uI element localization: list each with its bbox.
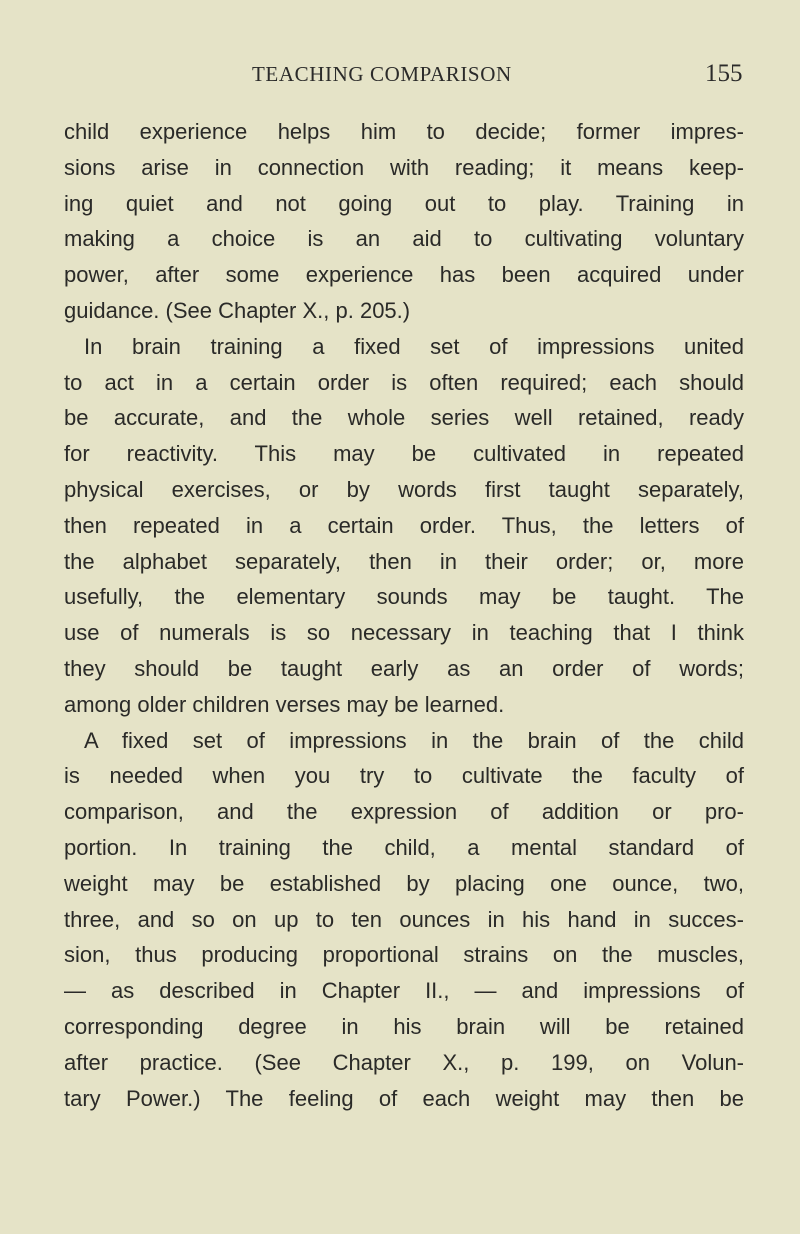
text-line: power, after some experience has been acquired under — [64, 262, 744, 288]
text-line: comparison, and the expression of addition or pro- — [64, 799, 744, 825]
text-line: be accurate, and the whole series well retained, ready — [64, 405, 744, 431]
text-line: the alphabet separately, then in their order; or, more — [64, 548, 744, 574]
text-line: — as described in Chapter II., — and impressions of — [64, 978, 744, 1004]
text-line: corresponding degree in his brain will be retained — [64, 1013, 744, 1039]
text-line: usefully, the elementary sounds may be taught. The — [64, 584, 744, 610]
running-head-title: TEACHING COMPARISON — [252, 62, 512, 86]
text-line: use of numerals is so necessary in teaching that I think — [64, 620, 744, 646]
text-line: sion, thus producing proportional strains on the muscles, — [64, 942, 744, 968]
paragraph-start-line: A fixed set of impressions in the brain of the child — [84, 727, 744, 753]
text-line: among older children verses may be learned. — [64, 691, 505, 717]
text-line: they should be taught early as an order of words; — [64, 655, 744, 681]
text-line: weight may be established by placing one ounce, two, — [64, 870, 744, 896]
text-line: tary Power.) The feeling of each weight may then be — [64, 1085, 744, 1111]
text-line: sions arise in connection with reading; it means keep- — [64, 154, 744, 180]
text-line: after practice. (See Chapter X., p. 199, on Volun- — [64, 1049, 744, 1075]
text-line: to act in a certain order is often required; each should — [64, 369, 744, 395]
text-line: for reactivity. This may be cultivated in repeated — [64, 441, 744, 467]
text-line: portion. In training the child, a mental standard of — [64, 834, 744, 860]
running-head — [0, 62, 800, 92]
body-text — [64, 114, 744, 1116]
text-line: three, and so on up to ten ounces in his hand in succes- — [64, 906, 744, 932]
text-line: then repeated in a certain order. Thus, the letters of — [64, 512, 744, 538]
text-line: physical exercises, or by words first taught separately, — [64, 476, 744, 502]
page-number: 155 — [705, 60, 743, 87]
text-line: making a choice is an aid to cultivating voluntary — [64, 226, 744, 252]
paragraph-start-line: In brain training a fixed set of impressions united — [84, 333, 744, 359]
text-line: is needed when you try to cultivate the faculty of — [64, 763, 744, 789]
text-line: child experience helps him to decide; former impres- — [64, 119, 744, 144]
text-line: guidance. (See Chapter X., p. 205.) — [64, 297, 411, 323]
text-line: ing quiet and not going out to play. Training in — [64, 190, 744, 216]
